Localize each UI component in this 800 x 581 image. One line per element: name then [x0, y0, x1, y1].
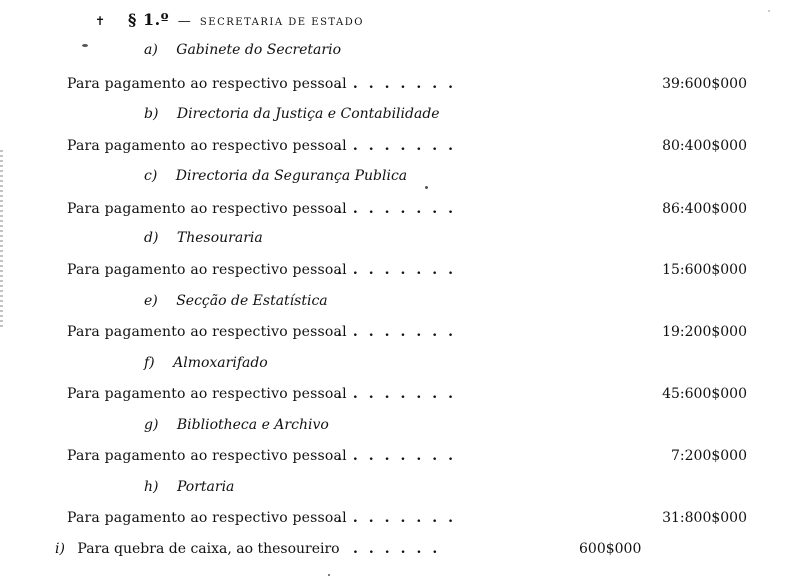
- subheading-letter: d): [144, 230, 159, 246]
- subheading-letter: f): [144, 355, 155, 371]
- subheading-b: [144, 106, 440, 122]
- section-number: § 1.º: [128, 10, 170, 29]
- scan-speck: [82, 44, 88, 47]
- line-description: Para pagamento ao respectivo pessoal: [67, 510, 347, 526]
- line-description: Para pagamento ao respectivo pessoal: [67, 262, 347, 278]
- line-letter: i): [55, 541, 65, 557]
- subheading-letter: a): [144, 42, 158, 58]
- subheading-title: Bibliotheca e Archivo: [176, 417, 329, 433]
- line-description: Para pagamento ao respectivo pessoal: [67, 448, 347, 464]
- leader-dots: ........: [337, 76, 464, 92]
- line-amount: 15:600$000: [662, 262, 747, 278]
- subheading-letter: e): [144, 293, 158, 309]
- leader-dots: ........: [337, 386, 464, 402]
- subheading-h: [144, 479, 234, 495]
- leader-dots: ........: [337, 138, 464, 154]
- subheading-f: [144, 355, 268, 371]
- section-title: SECRETARIA DE ESTADO: [199, 17, 364, 28]
- line-amount: 19:200$000: [662, 324, 747, 340]
- subheading-title: Directoria da Segurança Publica: [175, 168, 408, 184]
- leader-dots: ........: [337, 448, 464, 464]
- line-amount: 31:800$000: [662, 510, 747, 526]
- subheading-letter: h): [144, 479, 159, 495]
- subheading-a: [144, 42, 341, 58]
- scan-speck: [328, 574, 330, 576]
- section-heading: [128, 10, 364, 29]
- line-amount: 600$000: [579, 541, 642, 557]
- budget-line-i: [55, 541, 642, 557]
- leader-dots: ........: [337, 201, 464, 217]
- subheading-letter: g): [144, 417, 159, 433]
- section-marker: ✝: [95, 14, 106, 28]
- line-amount: 39:600$000: [662, 76, 747, 92]
- subheading-title: Directoria da Justiça e Contabilidade: [176, 106, 440, 122]
- subheading-title: Secção de Estatística: [176, 293, 328, 309]
- line-amount: 45:600$000: [662, 386, 747, 402]
- line-description: Para quebra de caixa, ao thesoureiro: [77, 541, 340, 557]
- subheading-d: [144, 230, 263, 246]
- leader-dots: ........: [337, 262, 464, 278]
- line-description: Para pagamento ao respectivo pessoal: [67, 201, 347, 217]
- line-amount: 7:200$000: [671, 448, 747, 464]
- subheading-title: Almoxarifado: [173, 355, 268, 371]
- leader-dots: ........: [337, 324, 464, 340]
- subheading-title: Portaria: [176, 479, 235, 495]
- subheading-letter: c): [144, 168, 158, 184]
- line-amount: 80:400$000: [662, 138, 747, 154]
- subheading-letter: b): [144, 106, 159, 122]
- subheading-title: Thesouraria: [176, 230, 263, 246]
- scan-edge-artifact: [0, 150, 3, 330]
- leader-dots: ........: [337, 510, 464, 526]
- leader-dots: ......: [353, 541, 449, 557]
- line-description: Para pagamento ao respectivo pessoal: [67, 76, 347, 92]
- subheading-g: [144, 417, 329, 433]
- line-description: Para pagamento ao respectivo pessoal: [67, 138, 347, 154]
- line-description: Para pagamento ao respectivo pessoal: [67, 324, 347, 340]
- scan-speck: [768, 10, 770, 12]
- subheading-title: Gabinete do Secretario: [176, 42, 342, 58]
- scan-speck: [425, 186, 428, 189]
- line-description: Para pagamento ao respectivo pessoal: [67, 386, 347, 402]
- subheading-e: [144, 293, 328, 309]
- subheading-c: [144, 168, 407, 184]
- line-amount: 86:400$000: [662, 201, 747, 217]
- section-dash: —: [177, 14, 192, 29]
